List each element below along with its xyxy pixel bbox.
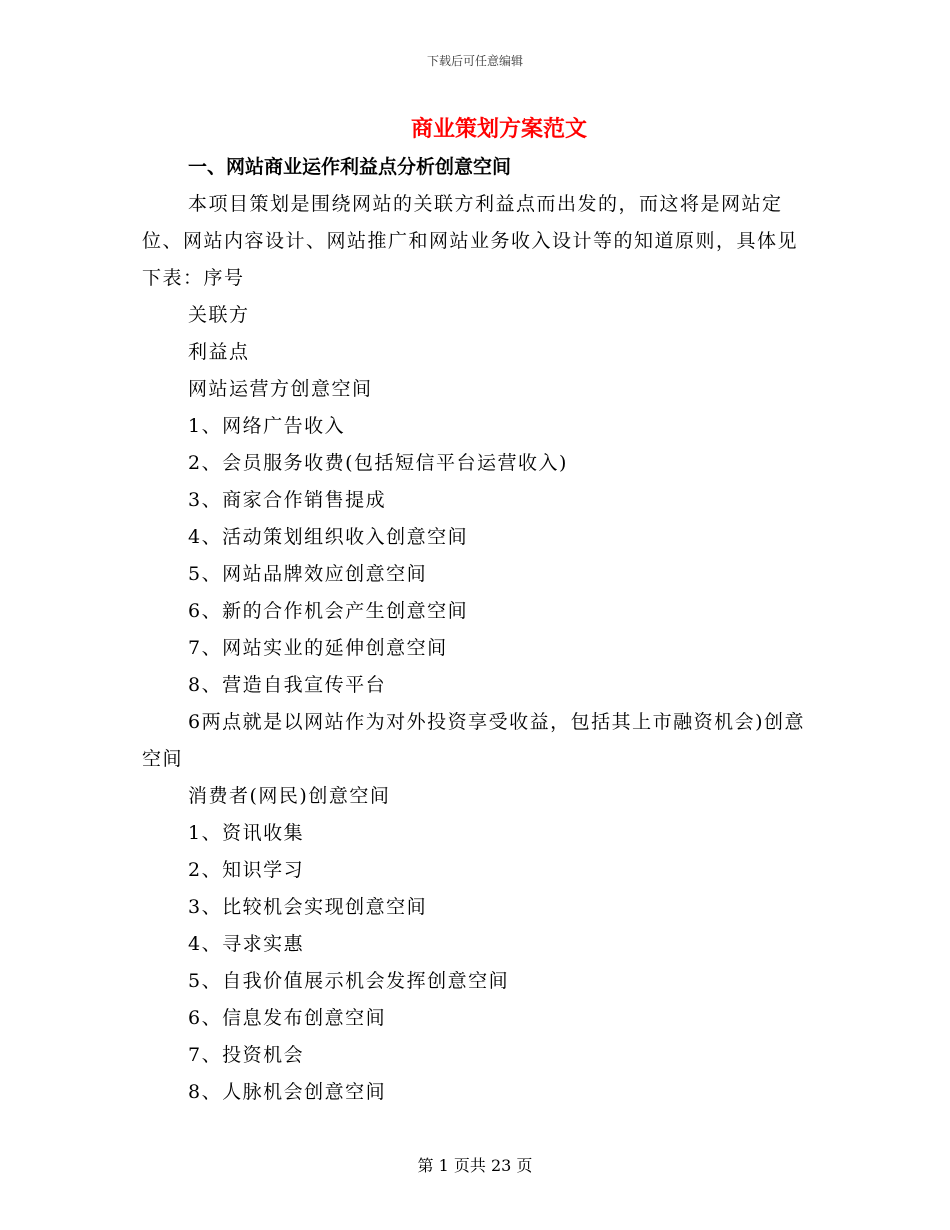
list-item: 3、比较机会实现创意空间 xyxy=(188,896,428,918)
list-group-operator xyxy=(142,297,806,704)
list-item: 6、新的合作机会产生创意空间 xyxy=(188,600,469,622)
list-item: 2、会员服务收费(包括短信平台运营收入) xyxy=(188,452,568,474)
list-item: 消费者(网民)创意空间 xyxy=(188,785,391,807)
list-item: 3、商家合作销售提成 xyxy=(188,489,387,511)
page-header-note: 下载后可任意编辑 xyxy=(426,54,523,68)
list-item: 8、营造自我宣传平台 xyxy=(188,674,387,696)
document-body xyxy=(142,186,806,1111)
list-item: 利益点 xyxy=(188,341,250,363)
page-footer-number: 第 1 页共 23 页 xyxy=(417,1156,533,1175)
section-heading: 一、网站商业运作利益点分析创意空间 xyxy=(188,156,512,178)
list-item: 7、网站实业的延伸创意空间 xyxy=(188,637,448,659)
list-group-consumer xyxy=(142,778,806,1111)
list-item: 1、资讯收集 xyxy=(188,822,305,844)
intro-paragraph: 本项目策划是围绕网站的关联方利益点而出发的，而这将是网站定位、网站内容设计、网站推广和网站业务收入设计等的知道原则，具体见下表：序号 xyxy=(142,193,799,289)
list-item: 网站运营方创意空间 xyxy=(188,378,373,400)
document-title: 商业策划方案范文 xyxy=(410,116,587,142)
list-item: 关联方 xyxy=(188,304,250,326)
list-item: 1、网络广告收入 xyxy=(188,415,346,437)
list-item: 5、网站品牌效应创意空间 xyxy=(188,563,428,585)
list-item: 2、知识学习 xyxy=(188,859,305,881)
list-item: 4、寻求实惠 xyxy=(188,933,305,955)
list-item: 4、活动策划组织收入创意空间 xyxy=(188,526,469,548)
list-item: 8、人脉机会创意空间 xyxy=(188,1081,387,1103)
middle-paragraph: 6两点就是以网站作为对外投资享受收益，包括其上市融资机会)创意空间 xyxy=(142,711,806,770)
list-item: 6、信息发布创意空间 xyxy=(188,1007,387,1029)
list-item: 7、投资机会 xyxy=(188,1044,305,1066)
list-item: 5、自我价值展示机会发挥创意空间 xyxy=(188,970,510,992)
